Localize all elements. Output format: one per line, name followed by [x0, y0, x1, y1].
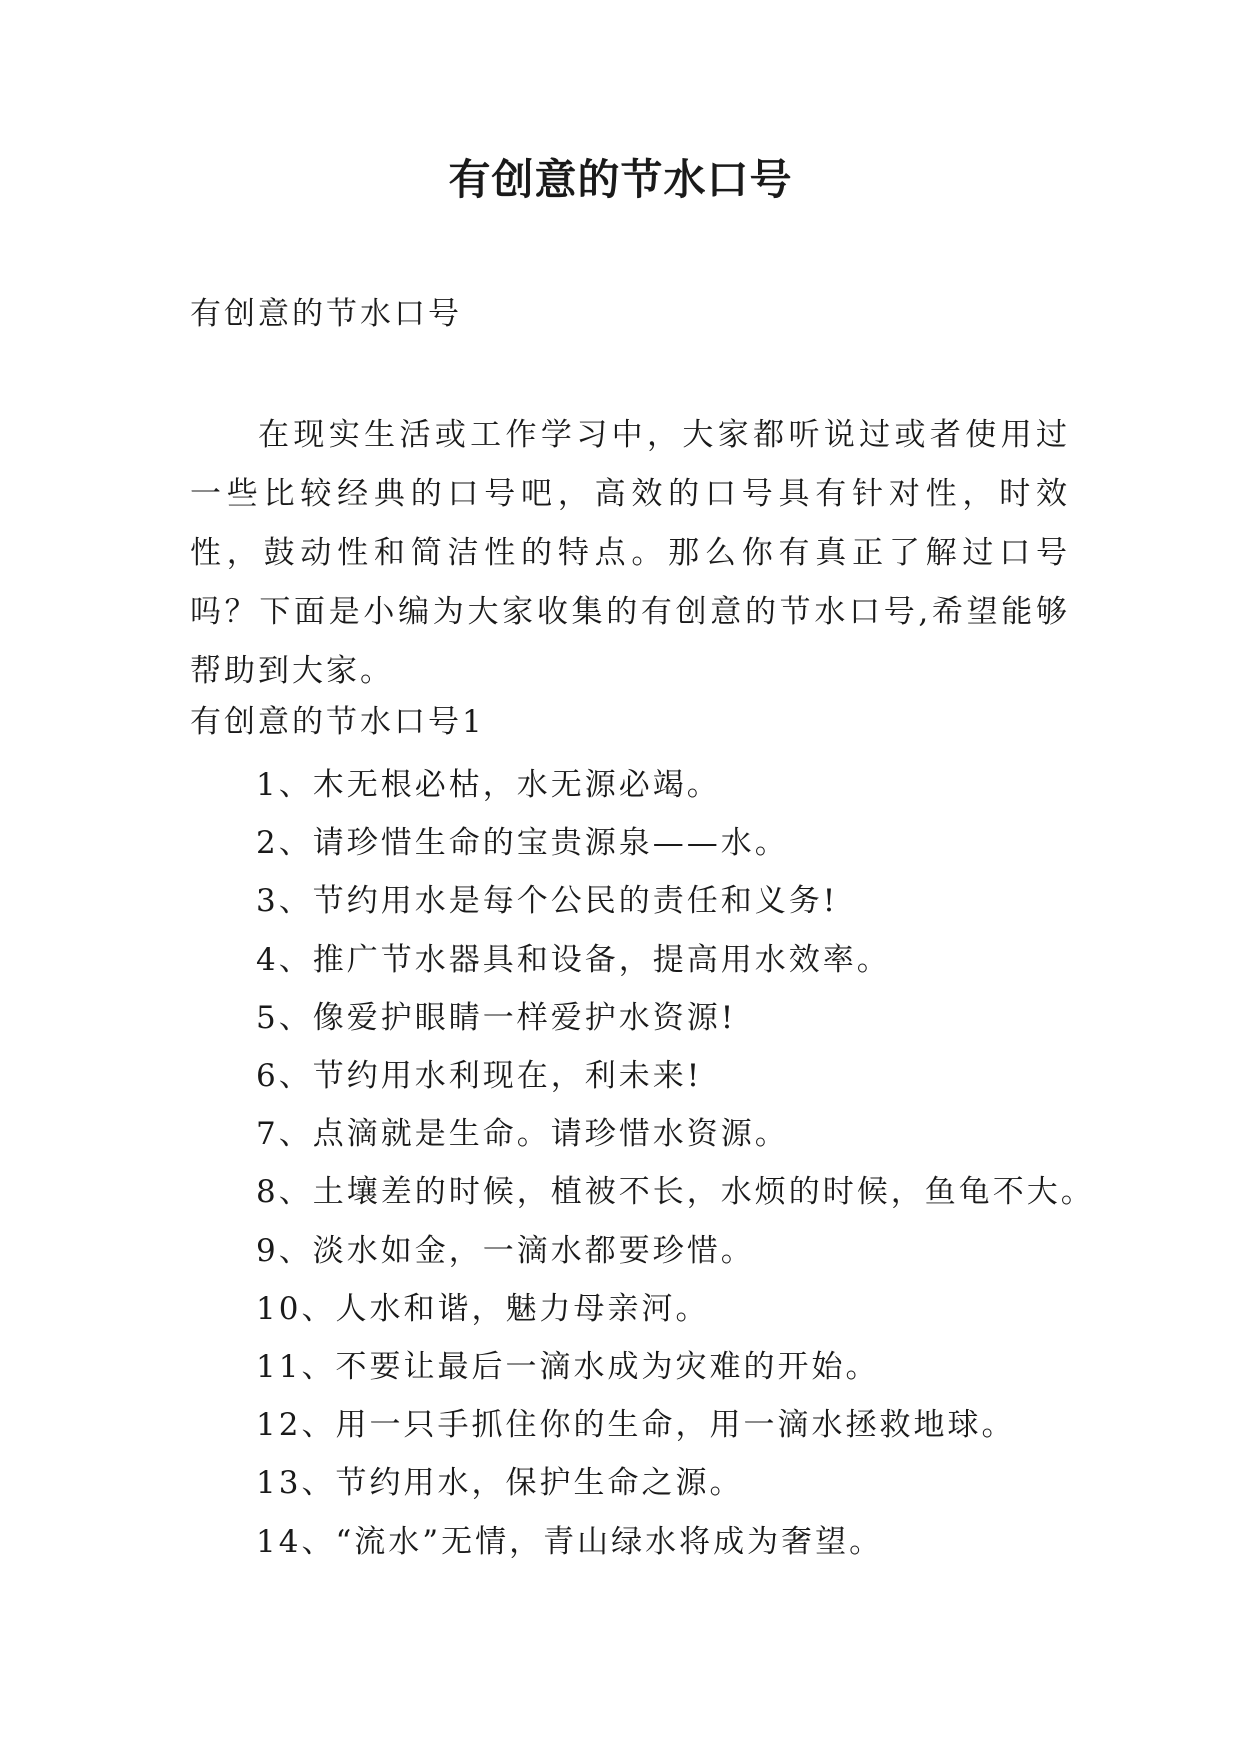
- slogan-item: 3、节约用水是每个公民的责任和义务!: [256, 883, 839, 920]
- intro-paragraph: 在现实生活或工作学习中，大家都听说过或者使用过一些比较经典的口号吧，高效的口号具有针对性，时效性，鼓动性和简洁性的特点。那么你有真正了解过口号吗？下面是小编为大家收集的有创意的节水口号,希望能够帮助到大家。: [190, 417, 1070, 689]
- slogan-item: 10、人水和谐，魅力母亲河。: [256, 1290, 710, 1327]
- slogan-item: 7、点滴就是生命。请珍惜水资源。: [256, 1116, 789, 1153]
- slogan-item: 11、不要让最后一滴水成为灾难的开始。: [256, 1349, 880, 1386]
- document-subtitle: 有创意的节水口号: [190, 296, 462, 332]
- slogan-item: 12、用一只手抓住你的生命，用一滴水拯救地球。: [256, 1407, 1016, 1444]
- document-title: 有创意的节水口号: [448, 155, 793, 204]
- slogan-item: 5、像爱护眼睛一样爱护水资源!: [256, 999, 737, 1036]
- slogan-item: 4、推广节水器具和设备，提高用水效率。: [256, 941, 891, 978]
- slogan-item: 2、请珍惜生命的宝贵源泉——水。: [256, 825, 789, 862]
- slogan-list: [256, 756, 1095, 1571]
- slogan-item: 6、节约用水利现在，利未来!: [256, 1058, 703, 1095]
- slogan-item: 1、木无根必枯，水无源必竭。: [256, 767, 721, 803]
- slogan-item: 13、节约用水，保护生命之源。: [256, 1465, 744, 1502]
- slogan-item: 9、淡水如金，一滴水都要珍惜。: [256, 1232, 755, 1269]
- slogan-item: 8、土壤差的时候，植被不长，水烦的时候，鱼龟不大。: [256, 1174, 1095, 1211]
- section-heading: 有创意的节水口号1: [190, 704, 485, 740]
- slogan-item: 14、“流水”无情，青山绿水将成为奢望。: [256, 1523, 884, 1560]
